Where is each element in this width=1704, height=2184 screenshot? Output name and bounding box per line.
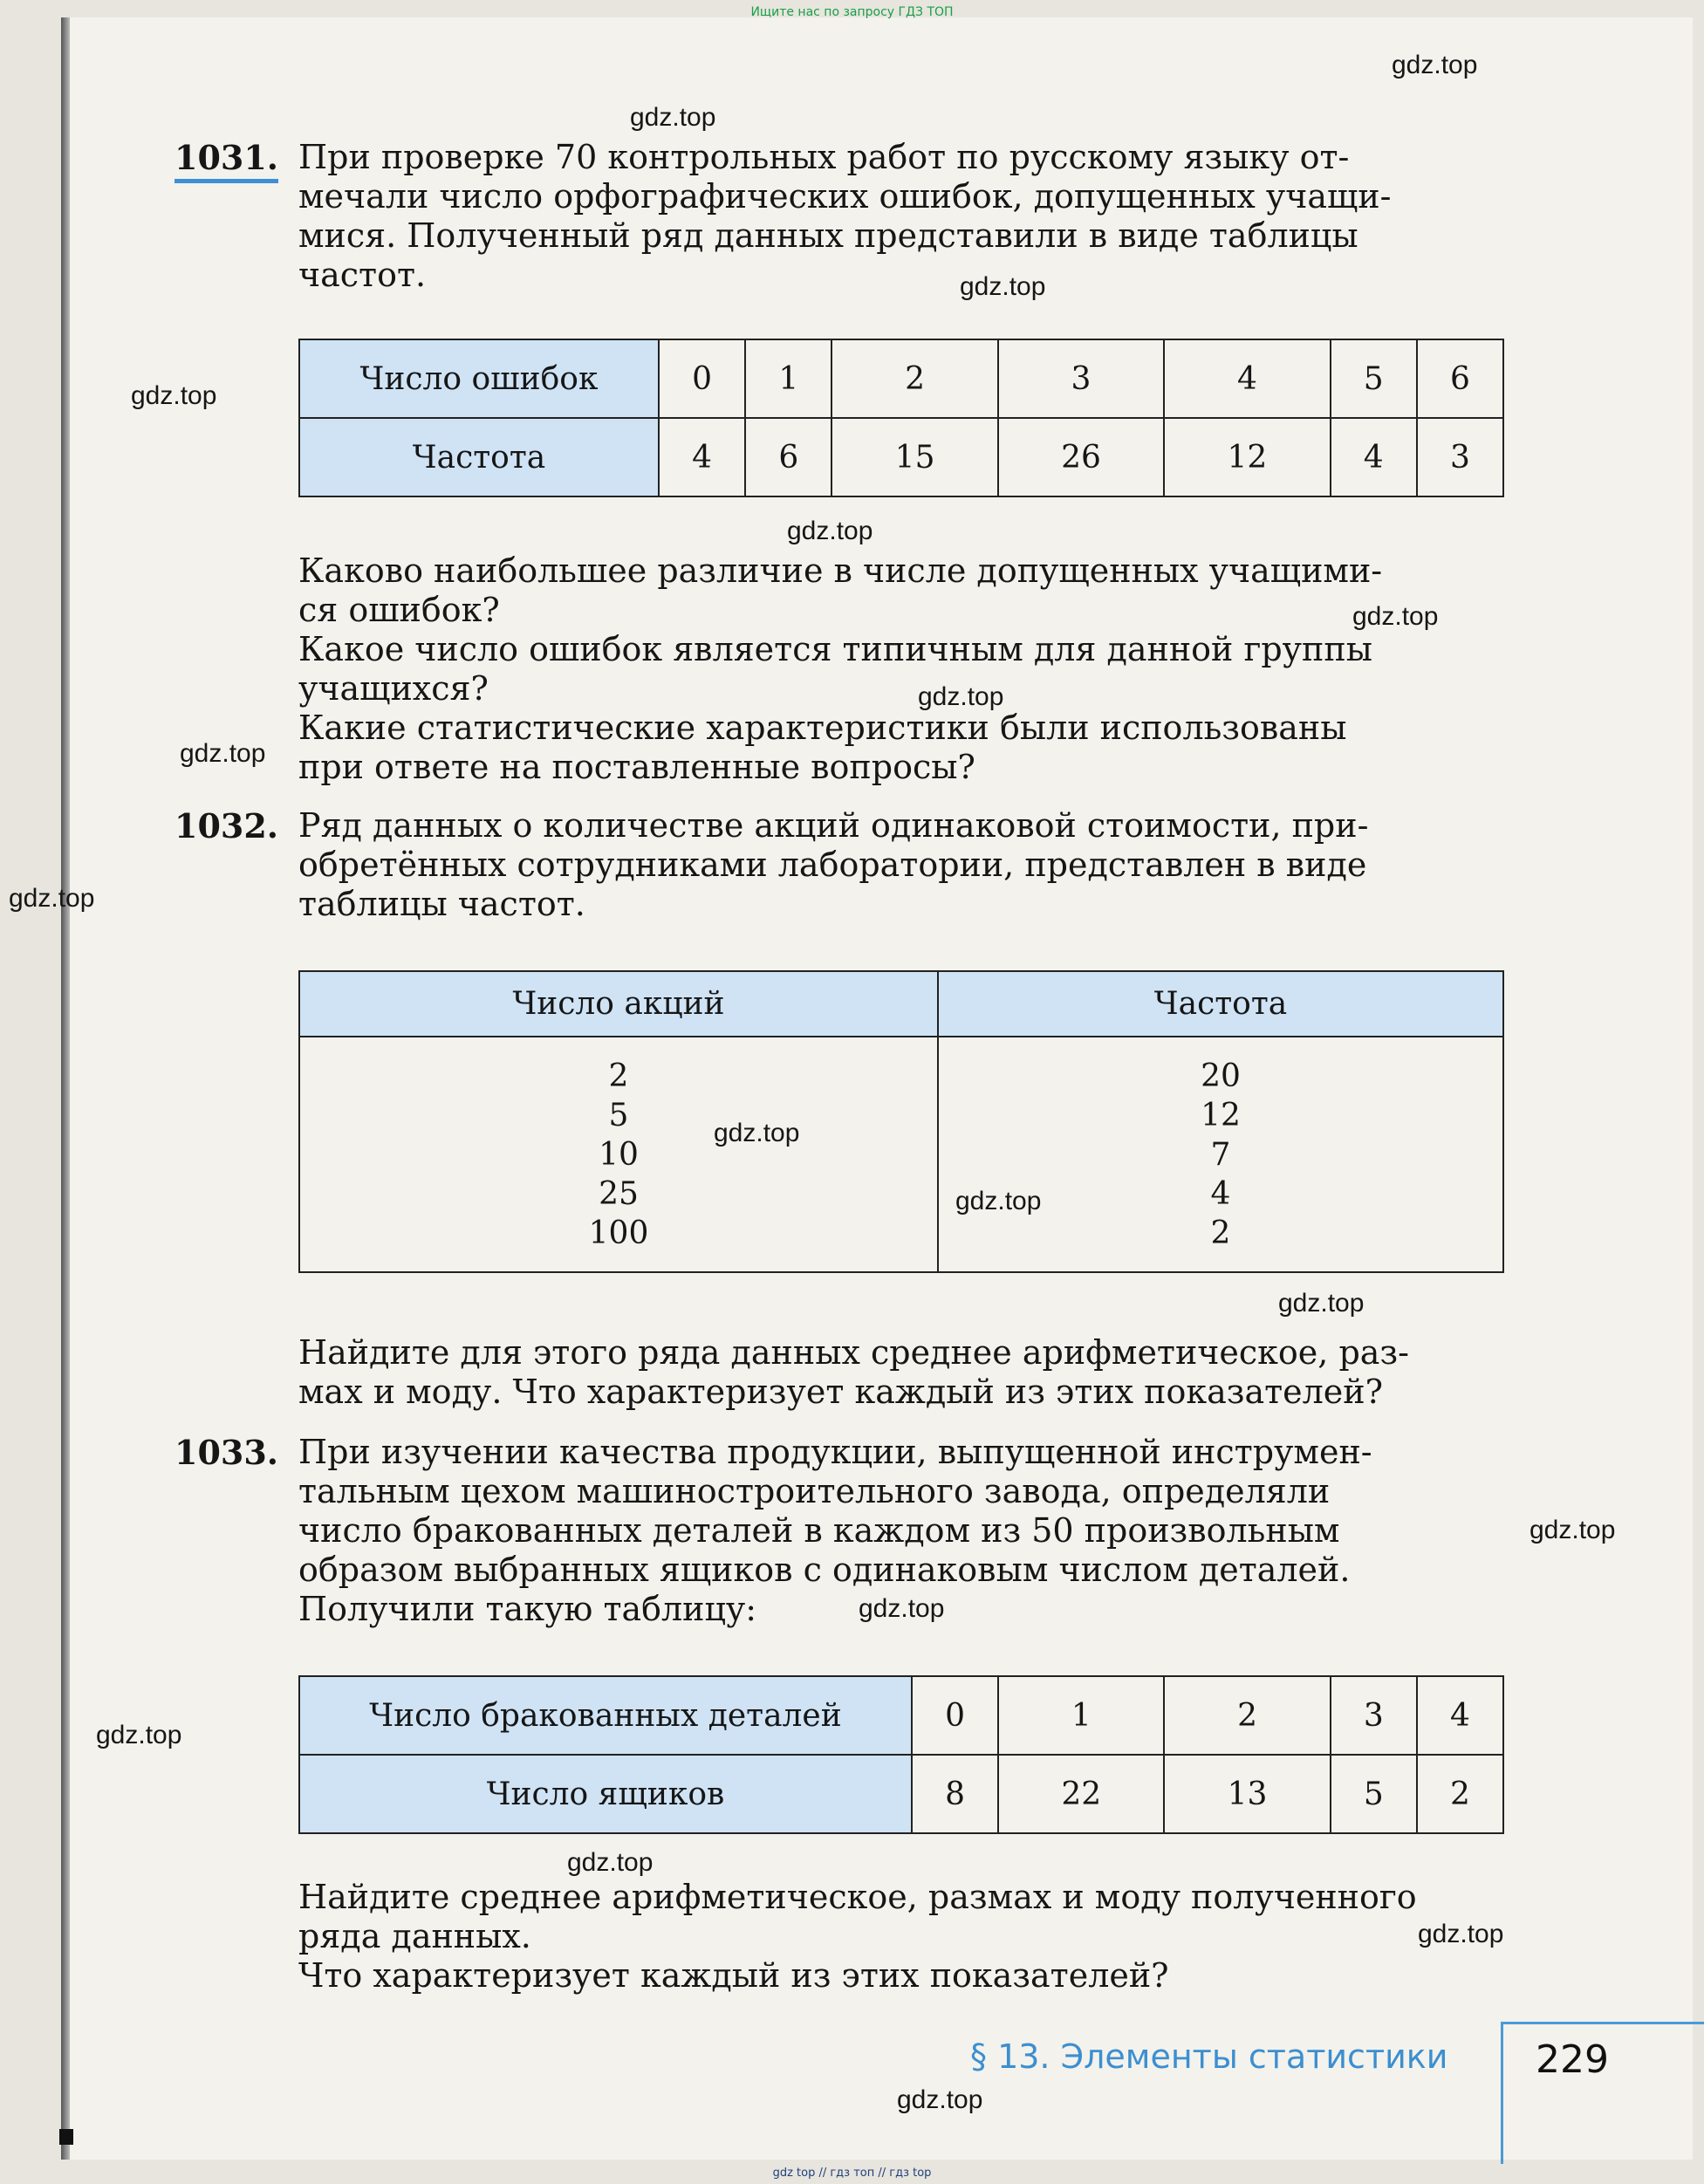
- table-cell: 26: [998, 418, 1164, 496]
- table-cell: 2: [608, 1058, 629, 1094]
- book-spine: [61, 17, 70, 2160]
- table-cell: 4: [1164, 339, 1330, 418]
- problem-1032-text: [298, 806, 1507, 924]
- table-cell: 3: [1331, 1676, 1417, 1755]
- text-line: частот.: [298, 256, 427, 294]
- bottom-link[interactable]: gdz top // гдз топ // гдз top: [772, 2167, 932, 2180]
- watermark: gdz.top: [1352, 602, 1439, 631]
- errors-frequency-table: [298, 339, 1504, 497]
- watermark: gdz.top: [960, 272, 1046, 301]
- table-cell: 4: [1417, 1676, 1503, 1755]
- table-cell: 3: [1417, 418, 1503, 496]
- table-cell: 1: [745, 339, 831, 418]
- defects-boxes-table: [298, 1675, 1504, 1834]
- table-cell: 13: [1164, 1755, 1330, 1833]
- text-line: число бракованных деталей в каждом из 50 произвольным: [298, 1511, 1340, 1550]
- table-cell: 2: [1164, 1676, 1330, 1755]
- table-cell: 4: [1331, 418, 1417, 496]
- watermark: gdz.top: [1278, 1289, 1365, 1318]
- problem-number: 1031.: [175, 138, 278, 183]
- table-cell: 0: [659, 339, 745, 418]
- frequency-column: [938, 1037, 1503, 1272]
- text-line: таблицы частот.: [298, 885, 585, 923]
- watermark: gdz.top: [897, 2085, 983, 2114]
- problem-1031-text: [298, 138, 1507, 295]
- table-cell: 20: [1201, 1058, 1241, 1094]
- table-cell: 8: [912, 1755, 998, 1833]
- row-label-frequency: Частота: [299, 418, 659, 496]
- watermark: gdz.top: [859, 1594, 945, 1623]
- shares-frequency-table: [298, 970, 1504, 1273]
- table-cell: 25: [599, 1175, 639, 1212]
- table-cell: 5: [608, 1097, 629, 1133]
- problem-1031-questions: [298, 551, 1507, 787]
- page-number: 229: [1536, 2037, 1609, 2082]
- text-line: обретённых сотрудниками лаборатории, представлен в виде: [298, 846, 1367, 884]
- text-line: При проверке 70 контрольных работ по русскому языку от-: [298, 138, 1350, 176]
- table-cell: 12: [1164, 418, 1330, 496]
- text-line: мечали число орфографических ошибок, допущенных учащи-: [298, 177, 1392, 216]
- problem-number: 1032.: [175, 806, 278, 846]
- table-cell: 3: [998, 339, 1164, 418]
- text-line: При изучении качества продукции, выпущенной инструмен-: [298, 1433, 1372, 1471]
- table-cell: 6: [745, 418, 831, 496]
- watermark: gdz.top: [9, 884, 95, 913]
- table-cell: 1: [998, 1676, 1164, 1755]
- table-cell: 100: [588, 1215, 649, 1251]
- watermark: gdz.top: [787, 517, 873, 545]
- table-cell: 4: [659, 418, 745, 496]
- text-line: Найдите среднее арифметическое, размах и моду полученного: [298, 1878, 1417, 1916]
- table-cell: 5: [1331, 339, 1417, 418]
- table-cell: 7: [1210, 1136, 1231, 1173]
- text-line: ряда данных.: [298, 1917, 531, 1955]
- table-cell: 6: [1417, 339, 1503, 418]
- watermark: gdz.top: [131, 381, 217, 410]
- col-header-frequency: Частота: [938, 971, 1503, 1037]
- table-cell: 2: [831, 339, 997, 418]
- row-label-boxes: Число ящиков: [299, 1755, 912, 1833]
- text-line: мися. Полученный ряд данных представили в виде таблицы: [298, 216, 1358, 255]
- text-line: ся ошибок?: [298, 591, 500, 629]
- col-header-shares: Число акций: [299, 971, 938, 1037]
- text-line: Ряд данных о количестве акций одинаковой стоимости, при-: [298, 806, 1369, 845]
- text-line: при ответе на поставленные вопросы?: [298, 748, 975, 786]
- watermark: gdz.top: [1418, 1920, 1504, 1948]
- problem-1033-text: [298, 1433, 1507, 1629]
- row-label-errors: Число ошибок: [299, 339, 659, 418]
- top-search-link[interactable]: Ищите нас по запросу ГДЗ ТОП: [750, 5, 954, 19]
- table-cell: 22: [998, 1755, 1164, 1833]
- watermark: gdz.top: [918, 682, 1004, 711]
- watermark: gdz.top: [1392, 51, 1478, 79]
- text-line: Какое число ошибок является типичным для данной группы: [298, 630, 1372, 668]
- watermark: gdz.top: [1529, 1516, 1616, 1544]
- watermark: gdz.top: [714, 1119, 800, 1147]
- text-line: мах и моду. Что характеризует каждый из этих показателей?: [298, 1373, 1383, 1411]
- text-line: тальным цехом машиностроительного завода, определяли: [298, 1472, 1331, 1510]
- section-title: § 13. Элементы статистики: [970, 2037, 1448, 2076]
- text-line: Каково наибольшее различие в числе допущенных учащими-: [298, 551, 1383, 590]
- text-line: учащихся?: [298, 669, 489, 708]
- row-label-defects: Число бракованных деталей: [299, 1676, 912, 1755]
- watermark: gdz.top: [630, 103, 716, 132]
- watermark: gdz.top: [567, 1848, 654, 1877]
- problem-1033-questions: [298, 1878, 1507, 1996]
- watermark: gdz.top: [96, 1721, 182, 1749]
- table-cell: 2: [1210, 1215, 1231, 1251]
- table-cell: 4: [1210, 1175, 1231, 1212]
- problem-1032-questions: [298, 1333, 1507, 1412]
- table-cell: 12: [1201, 1097, 1241, 1133]
- text-line: Найдите для этого ряда данных среднее арифметическое, раз-: [298, 1333, 1409, 1372]
- text-line: Какие статистические характеристики были использованы: [298, 709, 1347, 747]
- table-cell: 2: [1417, 1755, 1503, 1833]
- spine-mark: [59, 2129, 73, 2145]
- text-line: Что характеризует каждый из этих показателей?: [298, 1956, 1169, 1995]
- watermark: gdz.top: [955, 1187, 1042, 1215]
- table-cell: 10: [599, 1136, 639, 1173]
- text-line: Получили такую таблицу:: [298, 1590, 757, 1628]
- shares-column: [299, 1037, 938, 1272]
- watermark: gdz.top: [180, 739, 266, 768]
- table-cell: 0: [912, 1676, 998, 1755]
- problem-number: 1033.: [175, 1433, 278, 1472]
- table-cell: 5: [1331, 1755, 1417, 1833]
- text-line: образом выбранных ящиков с одинаковым числом деталей.: [298, 1551, 1351, 1589]
- table-cell: 15: [831, 418, 997, 496]
